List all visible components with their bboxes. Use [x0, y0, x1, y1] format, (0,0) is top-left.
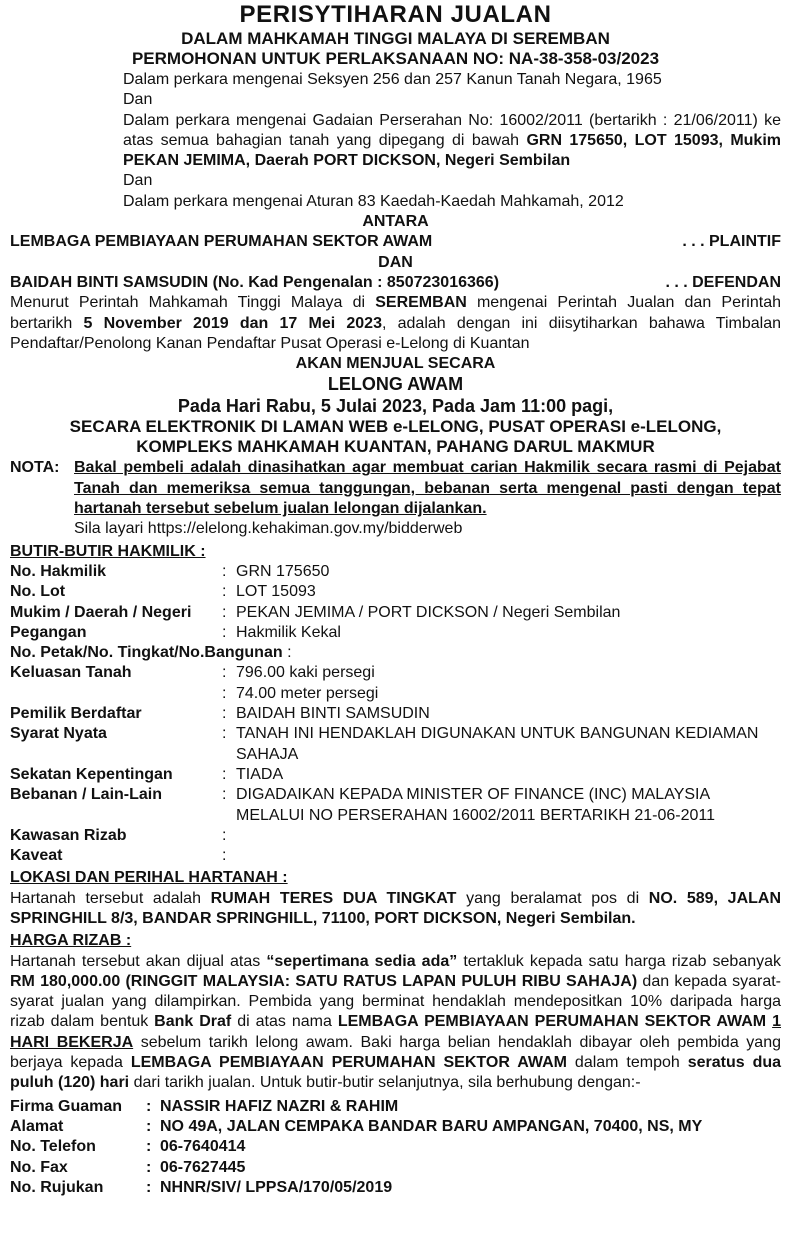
title-details-table [10, 562, 781, 643]
dan-2: Dan [123, 172, 153, 190]
title-detail-label: Bebanan / Lain-Lain [10, 786, 163, 804]
title-detail-colon: : [222, 765, 227, 783]
title-detail-value: Hakmilik Kekal [236, 623, 341, 641]
akan-menjual: AKAN MENJUAL SECARA [295, 355, 496, 373]
title-detail-row [10, 663, 781, 683]
as-is-phrase: “sepertimana sedia ada” [266, 952, 458, 970]
title-detail-label: No. Hakmilik [10, 562, 107, 580]
defendant-name: BAIDAH BINTI SAMSUDIN (No. Kad Pengenalan : 850723016366) [10, 273, 500, 291]
matter-1: Dalam perkara mengenai Seksyen 256 dan 257 Kanun Tanah Negara, 1965 [123, 71, 662, 88]
dan-label: DAN [378, 253, 413, 271]
order-text-2: mengenai Perintah Jualan dan Perintah bertarikh [10, 294, 781, 332]
nota-body [74, 458, 781, 539]
title-detail-row [10, 603, 781, 623]
title-detail-row [10, 582, 781, 602]
reserve-text-2: tertakluk kepada satu harga rizab sebanyak [457, 952, 782, 970]
title-detail-value: GRN 175650 [236, 562, 330, 580]
contact-value: NHNR/SIV/ LPPSA/170/05/2019 [160, 1178, 393, 1196]
title-detail-label: Mukim / Daerah / Negeri [10, 603, 192, 621]
petak-label: No. Petak/No. Tingkat/No.Bangunan [10, 644, 283, 662]
title-detail-label: Kaveat [10, 847, 63, 865]
balance-payee: LEMBAGA PEMBIAYAAN PERUMAHAN SEKTOR AWAM [130, 1054, 567, 1072]
reserve-heading: HARGA RIZAB : [10, 932, 132, 950]
title-detail-value: PEKAN JEMIMA / PORT DICKSON / Negeri Sembilan [236, 603, 621, 621]
title-detail-row [10, 826, 781, 846]
contact-row [10, 1158, 781, 1178]
contact-value: NASSIR HAFIZ NAZRI & RAHIM [160, 1097, 399, 1115]
order-text-3: , adalah dengan ini diisytiharkan bahawa Timbalan Pendaftar/Penolong Kanan Pendaftar Pusat Operasi e-Lelong di Kuantan [10, 314, 782, 352]
title-detail-row [10, 704, 781, 724]
title-detail-label [10, 684, 222, 704]
title-detail-colon: : [222, 826, 227, 844]
title-detail-row [10, 684, 781, 704]
order-text-1: Menurut Perintah Mahkamah Tinggi Malaya di [10, 294, 376, 312]
venue-line-1: SECARA ELEKTRONIK DI LAMAN WEB e-LELONG, PUSAT OPERASI e-LELONG, [69, 417, 722, 437]
title-detail-colon: : [222, 684, 227, 702]
title-detail-colon: : [222, 705, 227, 723]
contact-colon: : [146, 1117, 152, 1135]
title-detail-colon: : [222, 847, 227, 865]
title-detail-value: 74.00 meter persegi [236, 684, 379, 702]
matter-2 [123, 111, 781, 172]
court-order-paragraph [10, 293, 781, 354]
contact-label: No. Rujukan [10, 1178, 104, 1196]
contact-row [10, 1178, 781, 1198]
reserve-text-3: dan kepada syarat-syarat jualan yang dilampirkan. Pembida yang berminat hendaklah mendepositkan 10% daripada harga rizab dalam bentuk [10, 972, 782, 1031]
petak-colon: : [282, 644, 292, 662]
reserve-text-1: Hartanah tersebut akan dijual atas [10, 952, 267, 970]
contact-colon: : [146, 1178, 152, 1196]
title-detail-value: 796.00 kaki persegi [236, 664, 375, 682]
title-detail-value: TANAH INI HENDAKLAH DIGUNAKAN UNTUK BANGUNAN KEDIAMAN SAHAJA [236, 725, 759, 763]
order-court-location: SEREMBAN [375, 294, 467, 312]
dan-1: Dan [123, 91, 153, 109]
title-detail-label: Sekatan Kepentingan [10, 765, 173, 783]
application-number: PERMOHONAN UNTUK PERLAKSANAAN NO: NA-38-358-03/2023 [131, 49, 660, 68]
title-detail-label: No. Lot [10, 583, 66, 601]
title-detail-value: DIGADAIKAN KEPADA MINISTER OF FINANCE (INC) MALAYSIA MELALUI NO PERSERAHAN 16002/2011 BERTARIKH 21-06-2011 [236, 786, 716, 824]
order-dates: 5 November 2019 dan 17 Mei 2023 [83, 314, 382, 332]
nota-label: NOTA: [10, 459, 60, 477]
reserve-text-7: dalam tempoh [567, 1054, 688, 1072]
title-detail-value [236, 846, 781, 866]
reserve-paragraph [10, 952, 781, 1094]
title-detail-value [236, 826, 781, 846]
reserve-price: RM 180,000.00 (RINGGIT MALAYSIA: SATU RATUS LAPAN PULUH RIBU SAHAJA) [10, 972, 638, 990]
title-detail-value: LOT 15093 [236, 583, 316, 601]
title-detail-row [10, 562, 781, 582]
payee-name: LEMBAGA PEMBIAYAAN PERUMAHAN SEKTOR AWAM [337, 1013, 767, 1031]
title-details-heading: BUTIR-BUTIR HAKMILIK : [10, 542, 206, 560]
location-paragraph [10, 889, 781, 930]
contact-colon: : [146, 1097, 152, 1115]
title-detail-colon: : [222, 562, 227, 580]
title-detail-row [10, 785, 781, 826]
title-detail-colon: : [222, 725, 227, 743]
defendant-row [10, 273, 781, 293]
contact-label: No. Fax [10, 1158, 68, 1176]
matter-2-text: Dalam perkara mengenai Gadaian Perserahan No: 16002/2011 (bertarikh : 21/06/2011) ke atas semua bahagian tanah yang dipegang di bawah [123, 111, 781, 149]
antara-label: ANTARA [362, 213, 429, 231]
property-type: RUMAH TERES DUA TINGKAT [210, 889, 457, 907]
title-detail-row [10, 623, 781, 643]
contact-value: 06-7640414 [160, 1138, 246, 1156]
title-detail-row [10, 846, 781, 866]
title-detail-label: Kawasan Rizab [10, 826, 127, 844]
bank-draft: Bank Draf [154, 1013, 232, 1031]
matter-2-title-ref: GRN 175650, LOT 15093, Mukim PEKAN JEMIMA, Daerah PORT DICKSON, Negeri Sembilan [123, 131, 781, 170]
document-title: PERISYTIHARAN JUALAN [239, 1, 552, 28]
title-detail-colon: : [222, 583, 227, 601]
title-detail-row [10, 765, 781, 785]
reserve-text-4: di atas nama [231, 1013, 338, 1031]
contact-row [10, 1137, 781, 1157]
contact-label: Alamat [10, 1117, 64, 1135]
venue-line-2: KOMPLEKS MAHKAMAH KUANTAN, PAHANG DARUL MAKMUR [136, 437, 655, 457]
contact-row [10, 1117, 781, 1137]
lelong-awam: LELONG AWAM [327, 374, 464, 395]
court-name: DALAM MAHKAMAH TINGGI MALAYA DI SEREMBAN [181, 29, 610, 48]
location-heading: LOKASI DAN PERIHAL HARTANAH : [10, 869, 288, 887]
matters-block [10, 70, 781, 212]
location-text-2: yang beralamat pos di [456, 889, 649, 907]
title-detail-label: Pemilik Berdaftar [10, 705, 142, 723]
property-address: NO. 589, JALAN SPRINGHILL 8/3, BANDAR SPRINGHILL, 71100, PORT DICKSON, Negeri Sembilan. [10, 889, 782, 927]
title-detail-colon: : [222, 623, 227, 641]
title-detail-value: BAIDAH BINTI SAMSUDIN [236, 705, 430, 723]
deposit-deadline: 1 HARI BEKERJA [10, 1013, 782, 1051]
contact-value: NO 49A, JALAN CEMPAKA BANDAR BARU AMPANGAN, 70400, NS, MY [160, 1117, 703, 1135]
title-detail-label: Keluasan Tanah [10, 664, 132, 682]
plaintiff-role: . . . PLAINTIF [682, 233, 781, 251]
title-detail-row [10, 724, 781, 765]
auction-date: Pada Hari Rabu, 5 Julai 2023, Pada Jam 11:00 pagi, [177, 396, 614, 417]
plaintiff-name: LEMBAGA PEMBIAYAAN PERUMAHAN SEKTOR AWAM [10, 233, 433, 251]
nota-warning: Bakal pembeli adalah dinasihatkan agar membuat carian Hakmilik secara rasmi di Pejabat Tanah dan memeriksa semua tanggungan, bebanan serta mengenal pasti dengan tepat hartanah tersebut sebelum jualan lelongan dijalankan. [74, 459, 781, 518]
matter-3: Dalam perkara mengenai Aturan 83 Kaedah-Kaedah Mahkamah, 2012 [123, 192, 624, 210]
title-detail-colon: : [222, 664, 227, 682]
contact-colon: : [146, 1158, 152, 1176]
location-text-1: Hartanah tersebut adalah [10, 889, 211, 907]
contact-label: No. Telefon [10, 1138, 96, 1156]
title-detail-label: Syarat Nyata [10, 725, 107, 743]
nota-block [10, 458, 781, 539]
contact-table [10, 1097, 781, 1198]
contact-row [10, 1097, 781, 1117]
title-detail-value: TIADA [236, 765, 284, 783]
title-detail-label: Pegangan [10, 623, 87, 641]
contact-label: Firma Guaman [10, 1097, 123, 1115]
reserve-text-6: sebelum tarikh lelong awam. Baki harga belian hendaklah dibayar oleh pembida yang berjaya kepada [10, 1033, 781, 1072]
title-details-table-2 [10, 663, 781, 866]
contact-colon: : [146, 1138, 152, 1156]
reserve-text-8: dari tarikh jualan. Untuk butir-butir selanjutnya, sila berhubung dengan:- [129, 1074, 641, 1092]
payment-period: seratus dua puluh (120) hari [10, 1054, 782, 1092]
title-detail-colon: : [222, 786, 227, 804]
contact-value: 06-7627445 [160, 1158, 246, 1176]
plaintiff-row [10, 232, 781, 252]
nota-visit-link[interactable]: Sila layari https://elelong.kehakiman.gov.my/bidderweb [74, 520, 463, 538]
petak-row [10, 643, 781, 663]
title-detail-colon: : [222, 603, 227, 621]
defendant-role: . . . DEFENDAN [665, 273, 781, 291]
